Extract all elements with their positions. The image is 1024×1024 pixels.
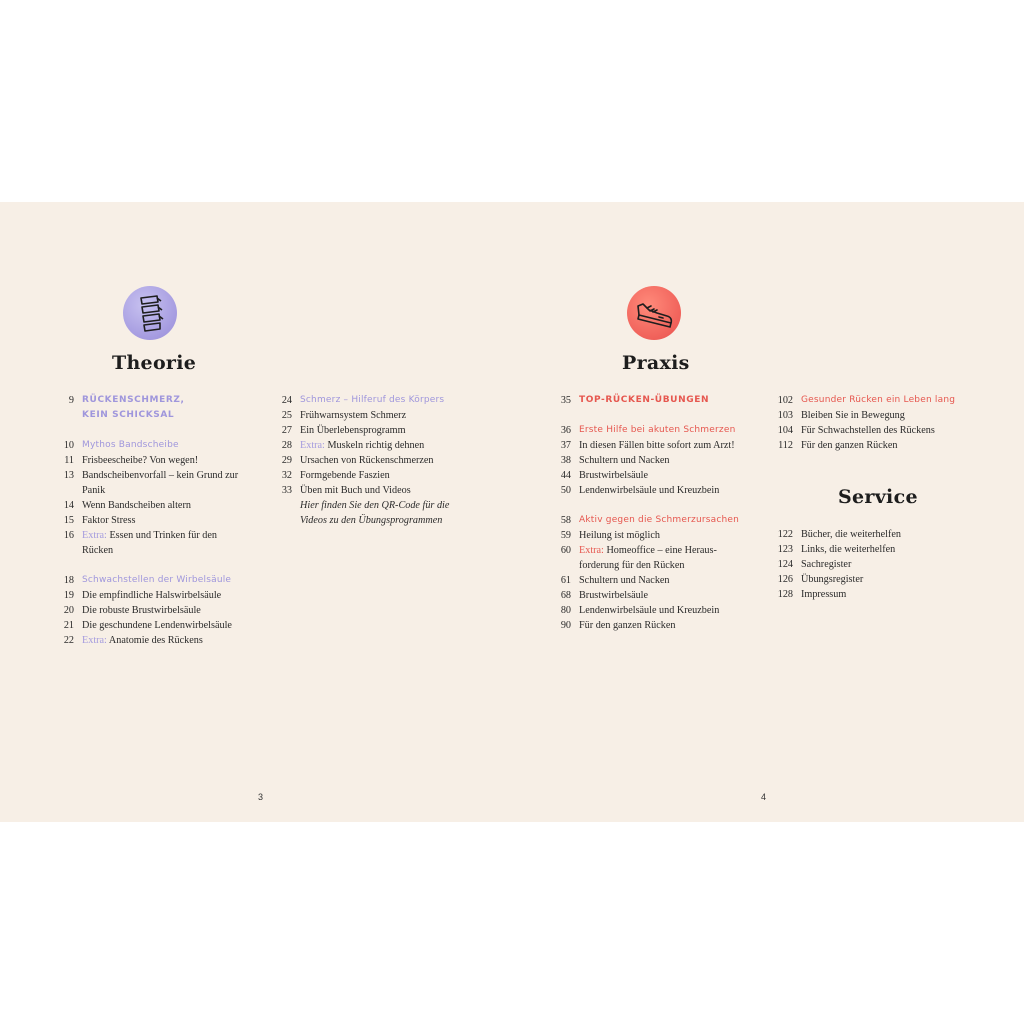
- toc-page-number: 28: [281, 440, 292, 451]
- toc-entry[interactable]: [553, 423, 768, 438]
- toc-entry-title: Übungsregister: [801, 574, 864, 585]
- toc-page-number: 80: [560, 605, 571, 616]
- toc-entry[interactable]: [56, 408, 256, 423]
- toc-entry[interactable]: [553, 453, 768, 468]
- spacer: [553, 498, 768, 513]
- toc-entry-title: Frühwarnsystem Schmerz: [300, 410, 407, 421]
- toc-page-number: 32: [281, 470, 292, 481]
- toc-page-number: 60: [560, 545, 571, 556]
- sneaker-icon: [627, 286, 681, 340]
- toc-entry-title: Bücher, die weiterhelfen: [801, 529, 902, 540]
- toc-entry[interactable]: [56, 588, 256, 603]
- toc-entry[interactable]: [553, 528, 768, 543]
- toc-page-number: 21: [63, 620, 74, 631]
- toc-entry[interactable]: [274, 423, 474, 438]
- toc-page-number: 29: [281, 455, 292, 466]
- toc-entry-title: Mythos Bandscheibe: [82, 440, 179, 450]
- toc-entry-title: In diesen Fällen bitte sofort zum Arzt!: [579, 440, 735, 451]
- toc-page-number: 112: [778, 440, 793, 451]
- toc-entry[interactable]: [771, 572, 991, 587]
- spacer: [553, 408, 768, 423]
- toc-entry[interactable]: [56, 573, 256, 588]
- toc-entry[interactable]: [771, 423, 991, 438]
- toc-page-number: 13: [63, 470, 74, 481]
- toc-page-number: 24: [281, 395, 292, 406]
- toc-entry-title: Die robuste Brustwirbelsäule: [82, 605, 201, 616]
- toc-page-number: 19: [63, 590, 74, 601]
- toc-entry[interactable]: [553, 618, 768, 633]
- toc-entry[interactable]: [553, 513, 768, 528]
- toc-column-praxis-1: [553, 393, 768, 633]
- toc-page-number: 16: [63, 530, 74, 541]
- toc-page-number: 124: [777, 559, 793, 570]
- page-number: 4: [761, 792, 767, 802]
- toc-column-theorie-1: [56, 393, 256, 648]
- entry-text: Homeoffice – eine Heraus-: [603, 545, 717, 556]
- toc-column-praxis-2: [771, 393, 991, 453]
- toc-entry-title: Gesunder Rücken ein Leben lang: [801, 395, 956, 405]
- toc-page-number: 20: [63, 605, 74, 616]
- toc-entry[interactable]: [56, 603, 256, 618]
- toc-page-number: 35: [560, 395, 571, 406]
- toc-page-number: 61: [560, 575, 571, 586]
- toc-entry-title: Erste Hilfe bei akuten Schmerzen: [579, 425, 736, 435]
- extra-label: Extra:: [300, 440, 325, 451]
- toc-entry-title: Lendenwirbelsäule und Kreuzbein: [579, 485, 720, 496]
- toc-entry[interactable]: [274, 498, 474, 513]
- toc-page-number: 37: [560, 440, 571, 451]
- spine-icon: [123, 286, 177, 340]
- toc-entry-title: Wenn Bandscheiben altern: [82, 500, 191, 511]
- toc-entry[interactable]: [553, 558, 768, 573]
- toc-page-number: 11: [64, 455, 74, 466]
- toc-entry-title: Sachregister: [801, 559, 852, 570]
- extra-label: Extra:: [82, 635, 107, 646]
- entry-text: Anatomie des Rückens: [106, 635, 203, 646]
- toc-entry[interactable]: [771, 393, 991, 408]
- toc-entry[interactable]: [553, 438, 768, 453]
- toc-entry-title: Brustwirbelsäule: [579, 590, 649, 601]
- toc-entry[interactable]: [56, 633, 256, 648]
- toc-page-number: 18: [63, 575, 74, 586]
- toc-entry[interactable]: [274, 408, 474, 423]
- toc-page-number: 103: [777, 410, 793, 421]
- toc-entry-title: Links, die weiterhelfen: [801, 544, 896, 555]
- toc-entry[interactable]: [553, 543, 768, 558]
- toc-entry-title: RÜCKENSCHMERZ,: [82, 395, 185, 405]
- toc-entry[interactable]: [553, 468, 768, 483]
- page-theorie: [0, 202, 512, 822]
- toc-entry-title: Schultern und Nacken: [579, 575, 670, 586]
- toc-entry-title: Für Schwachstellen des Rückens: [801, 425, 935, 436]
- page-praxis: [512, 202, 1024, 822]
- spacer: [56, 558, 256, 573]
- toc-page-number: 27: [281, 425, 292, 436]
- spacer: [56, 423, 256, 438]
- toc-entry-title: [82, 528, 217, 543]
- toc-entry[interactable]: [553, 393, 768, 408]
- toc-page-number: 14: [63, 500, 74, 511]
- toc-entry-title: Faktor Stress: [82, 515, 136, 526]
- toc-entry[interactable]: [553, 483, 768, 498]
- toc-page-number: 58: [560, 515, 571, 526]
- book-spread: [0, 202, 1024, 822]
- toc-page-number: 128: [777, 589, 793, 600]
- toc-page-number: 33: [281, 485, 292, 496]
- toc-entry[interactable]: [274, 438, 474, 453]
- toc-entry[interactable]: [553, 573, 768, 588]
- toc-entry[interactable]: [553, 603, 768, 618]
- toc-page-number: 104: [777, 425, 793, 436]
- toc-entry[interactable]: [56, 498, 256, 513]
- toc-entry-title: Schmerz – Hilferuf des Körpers: [300, 395, 445, 405]
- toc-page-number: 123: [777, 544, 793, 555]
- toc-entry[interactable]: [771, 438, 991, 453]
- toc-entry[interactable]: [56, 453, 256, 468]
- toc-entry[interactable]: [771, 527, 991, 542]
- toc-entry[interactable]: [771, 542, 991, 557]
- toc-entry[interactable]: [771, 408, 991, 423]
- toc-entry-title: Frisbeescheibe? Von wegen!: [82, 455, 199, 466]
- toc-column-theorie-2: [274, 393, 474, 528]
- section-title-service: Service: [838, 486, 918, 508]
- toc-entry-title: [82, 633, 203, 648]
- toc-entry[interactable]: [771, 557, 991, 572]
- toc-page-number: 25: [281, 410, 292, 421]
- toc-entry[interactable]: [274, 468, 474, 483]
- toc-entry-title: KEIN SCHICKSAL: [82, 410, 175, 420]
- toc-entry-title: Ursachen von Rückenschmerzen: [300, 455, 434, 466]
- toc-entry[interactable]: [56, 393, 256, 408]
- toc-page-number: 126: [777, 574, 793, 585]
- toc-page-number: 15: [63, 515, 74, 526]
- toc-entry[interactable]: [274, 483, 474, 498]
- toc-page-number: 122: [777, 529, 793, 540]
- toc-entry-title: Die empfindliche Halswirbelsäule: [82, 590, 222, 601]
- toc-entry-title: Für den ganzen Rücken: [579, 620, 676, 631]
- extra-label: Extra:: [82, 530, 107, 541]
- toc-entry[interactable]: [553, 588, 768, 603]
- section-title-theorie: Theorie: [112, 352, 197, 374]
- toc-entry[interactable]: [56, 543, 256, 558]
- toc-entry-title: Aktiv gegen die Schmerzursachen: [579, 515, 740, 525]
- toc-page-number: 44: [560, 470, 571, 481]
- toc-entry-title: Hier finden Sie den QR-Code für die: [300, 500, 450, 511]
- page-number: 3: [258, 792, 264, 802]
- toc-page-number: 59: [560, 530, 571, 541]
- toc-entry-title: Bandscheibenvorfall – kein Grund zur: [82, 470, 239, 481]
- toc-column-service: [771, 527, 991, 602]
- toc-entry-title: [300, 438, 424, 453]
- toc-entry[interactable]: [56, 618, 256, 633]
- toc-page-number: 10: [63, 440, 74, 451]
- toc-entry-title: Üben mit Buch und Videos: [300, 485, 411, 496]
- toc-entry[interactable]: [274, 453, 474, 468]
- toc-entry-title: Rücken: [82, 545, 114, 556]
- toc-entry-title: Videos zu den Übungsprogrammen: [300, 515, 443, 526]
- toc-entry-title: Schwachstellen der Wirbelsäule: [82, 575, 232, 585]
- entry-text: Essen und Trinken für den: [106, 530, 217, 541]
- toc-page-number: 68: [560, 590, 571, 601]
- toc-page-number: 90: [560, 620, 571, 631]
- toc-entry[interactable]: [771, 587, 991, 602]
- toc-entry-title: Schultern und Nacken: [579, 455, 670, 466]
- section-title-praxis: Praxis: [622, 352, 690, 374]
- toc-entry[interactable]: [56, 438, 256, 453]
- toc-entry-title: TOP-RÜCKEN-ÜBUNGEN: [579, 395, 710, 405]
- toc-entry-title: forderung für den Rücken: [579, 560, 685, 571]
- toc-entry-title: Panik: [82, 485, 106, 496]
- toc-page-number: 36: [560, 425, 571, 436]
- toc-entry-title: Brustwirbelsäule: [579, 470, 649, 481]
- toc-page-number: 9: [68, 395, 74, 406]
- toc-entry-title: Ein Überlebensprogramm: [300, 425, 406, 436]
- toc-entry-title: Für den ganzen Rücken: [801, 440, 898, 451]
- toc-entry-title: Impressum: [801, 589, 847, 600]
- toc-page-number: 102: [777, 395, 793, 406]
- toc-entry[interactable]: [56, 483, 256, 498]
- toc-entry-title: Die geschundene Lendenwirbelsäule: [82, 620, 232, 631]
- toc-entry-title: Heilung ist möglich: [579, 530, 660, 541]
- toc-entry[interactable]: [56, 513, 256, 528]
- toc-entry[interactable]: [56, 528, 256, 543]
- toc-page-number: 22: [63, 635, 74, 646]
- toc-entry-title: Bleiben Sie in Bewegung: [801, 410, 905, 421]
- toc-entry-title: [579, 543, 717, 558]
- toc-entry[interactable]: [56, 468, 256, 483]
- toc-page-number: 38: [560, 455, 571, 466]
- toc-entry[interactable]: [274, 393, 474, 408]
- extra-label: Extra:: [579, 545, 604, 556]
- toc-entry[interactable]: [274, 513, 474, 528]
- toc-entry-title: Lendenwirbelsäule und Kreuzbein: [579, 605, 720, 616]
- entry-text: Muskeln richtig dehnen: [324, 440, 425, 451]
- toc-entry-title: Formgebende Faszien: [300, 470, 390, 481]
- toc-page-number: 50: [560, 485, 571, 496]
